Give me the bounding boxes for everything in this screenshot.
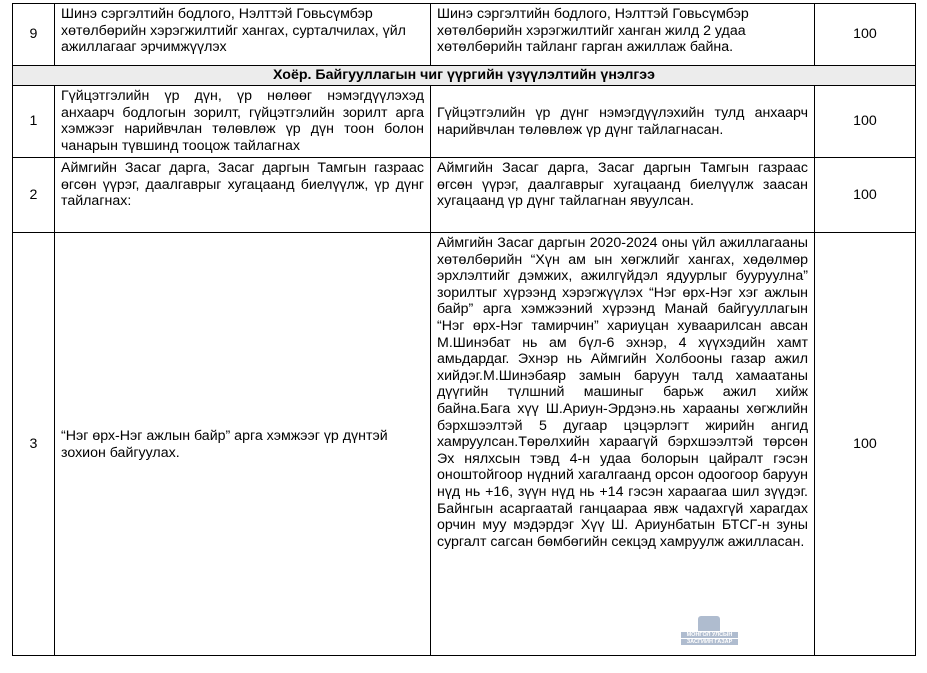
task-cell: Гүйцэтгэлийн үр дүн, үр нөлөөг нэмэгдүүлэхэд анхаарч бодлогын зорилт, гүйцэтгэлийн зорилт арга хэмжээг нарийвчлан төлөвлөж үр дүн тоон болон чанарын түвшинд тооцож тайлагнах: [55, 86, 431, 158]
score-cell: 100: [815, 233, 916, 656]
section-title: Хоёр. Байгууллагын чиг үүргийн үзүүлэлтийн үнэлгээ: [13, 66, 916, 86]
result-cell: Аймгийн Засаг даргын 2020-2024 оны үйл ажиллагааны хөтөлбөрийн “Хүн ам ын хөгжлийг хангах, хөдөлмөр эрхлэлтийг дэмжих, ажилгүйдэл ядуурлыг бууруулна” зорилтыг хүрээнд хэрэгжүүлэх “Нэг өрх-Нэг хэг ажлын байр” арга хэмжээний хүрээнд Манай байгууллагын “Нэг өрх-Нэг тамирчин” хариуцан хуваарилсан авсан М.Шинэбат нь ам бүл-6 эхнэр, 4 хүүхэдийн хамт амьдардаг. Эхнэр нь Аймгийн Холбооны газар ажил хийдэг.М.Шинэбаяр замын баруун талд хамаатаны дүүгийн түлшний машиныг барьж ажил хийж байна.Бага хүү Ш.Ариун-Эрдэнэ.нь харааны хөгжлийн бэрхшээлтэй 5 дугаар цэцэрлэгт жирийн ангид хамруулсан.Төрөлхийн хараагүй бэрхшээлтэй төрсөн Эх нялхсын тэвд 4-н удаа болорын цайралт гэсэн оноштойгоор нүдний хагалгаанд орсон одоогоор баруун нүд нь +16, зүүн нүд нь +14 гэсэн хараагаа шил зүүдэг. Байнгын асаргаатай ганцаараа явж чадахгүй харагдах орчин муу мэдэрдэг Хүү Ш. Ариунбатын БТСГ-н зуны сургалт сагсан бөмбөгийн секцэд хамруулж ажилласан.: [431, 233, 815, 656]
score-cell: 100: [815, 158, 916, 233]
watermark-line-1: МОНГОЛ УЛСЫН: [681, 632, 738, 638]
result-cell: Шинэ сэргэлтийн бодлого, Нэлттэй Говьсүмбэр хөтөлбөрийн хэрэгжилтийг ханган жилд 2 удаа хөтөлбөрийн тайланг гарган ажиллаж байна.: [431, 4, 815, 66]
task-cell: Шинэ сэргэлтийн бодлого, Нэлттэй Говьсүмбэр хөтөлбөрийн хэрэгжилтийг хангах, сурталчилах, үйл ажиллагааг эрчимжүүлэх: [55, 4, 431, 66]
result-cell: Аймгийн Засаг дарга, Засаг даргын Тамгын газраас өгсөн үүрэг, даалгаврыг хугацаанд биелүүлж заасан хугацаанд үр дүнг тайлагнан явуулсан.: [431, 158, 815, 233]
task-cell: “Нэг өрх-Нэг ажлын байр” арга хэмжээг үр дүнтэй зохион байгуулах.: [55, 233, 431, 656]
government-watermark: [681, 616, 738, 652]
evaluation-table: [12, 3, 916, 656]
report-sheet: [12, 3, 915, 656]
table-row: [13, 86, 916, 158]
score-cell: 100: [815, 4, 916, 66]
watermark-line-2: ЗАСГИЙН ГАЗАР: [681, 639, 738, 645]
score-cell: 100: [815, 86, 916, 158]
table-row: [13, 4, 916, 66]
row-number: 3: [13, 233, 55, 656]
result-cell: Гүйцэтгэлийн үр дүнг нэмэгдүүлэхийн тулд анхаарч нарийвчлан төлөвлөж үр дүнг тайлагнасан.: [431, 86, 815, 158]
row-number: 9: [13, 4, 55, 66]
emblem-icon: [698, 616, 720, 631]
table-row: [13, 233, 916, 656]
task-cell: Аймгийн Засаг дарга, Засаг даргын Тамгын газраас өгсөн үүрэг, даалгаврыг хугацаанд биелүүлж, үр дүнг тайлагнах:: [55, 158, 431, 233]
row-number: 1: [13, 86, 55, 158]
section-header-row: [13, 66, 916, 86]
row-number: 2: [13, 158, 55, 233]
table-row: [13, 158, 916, 233]
